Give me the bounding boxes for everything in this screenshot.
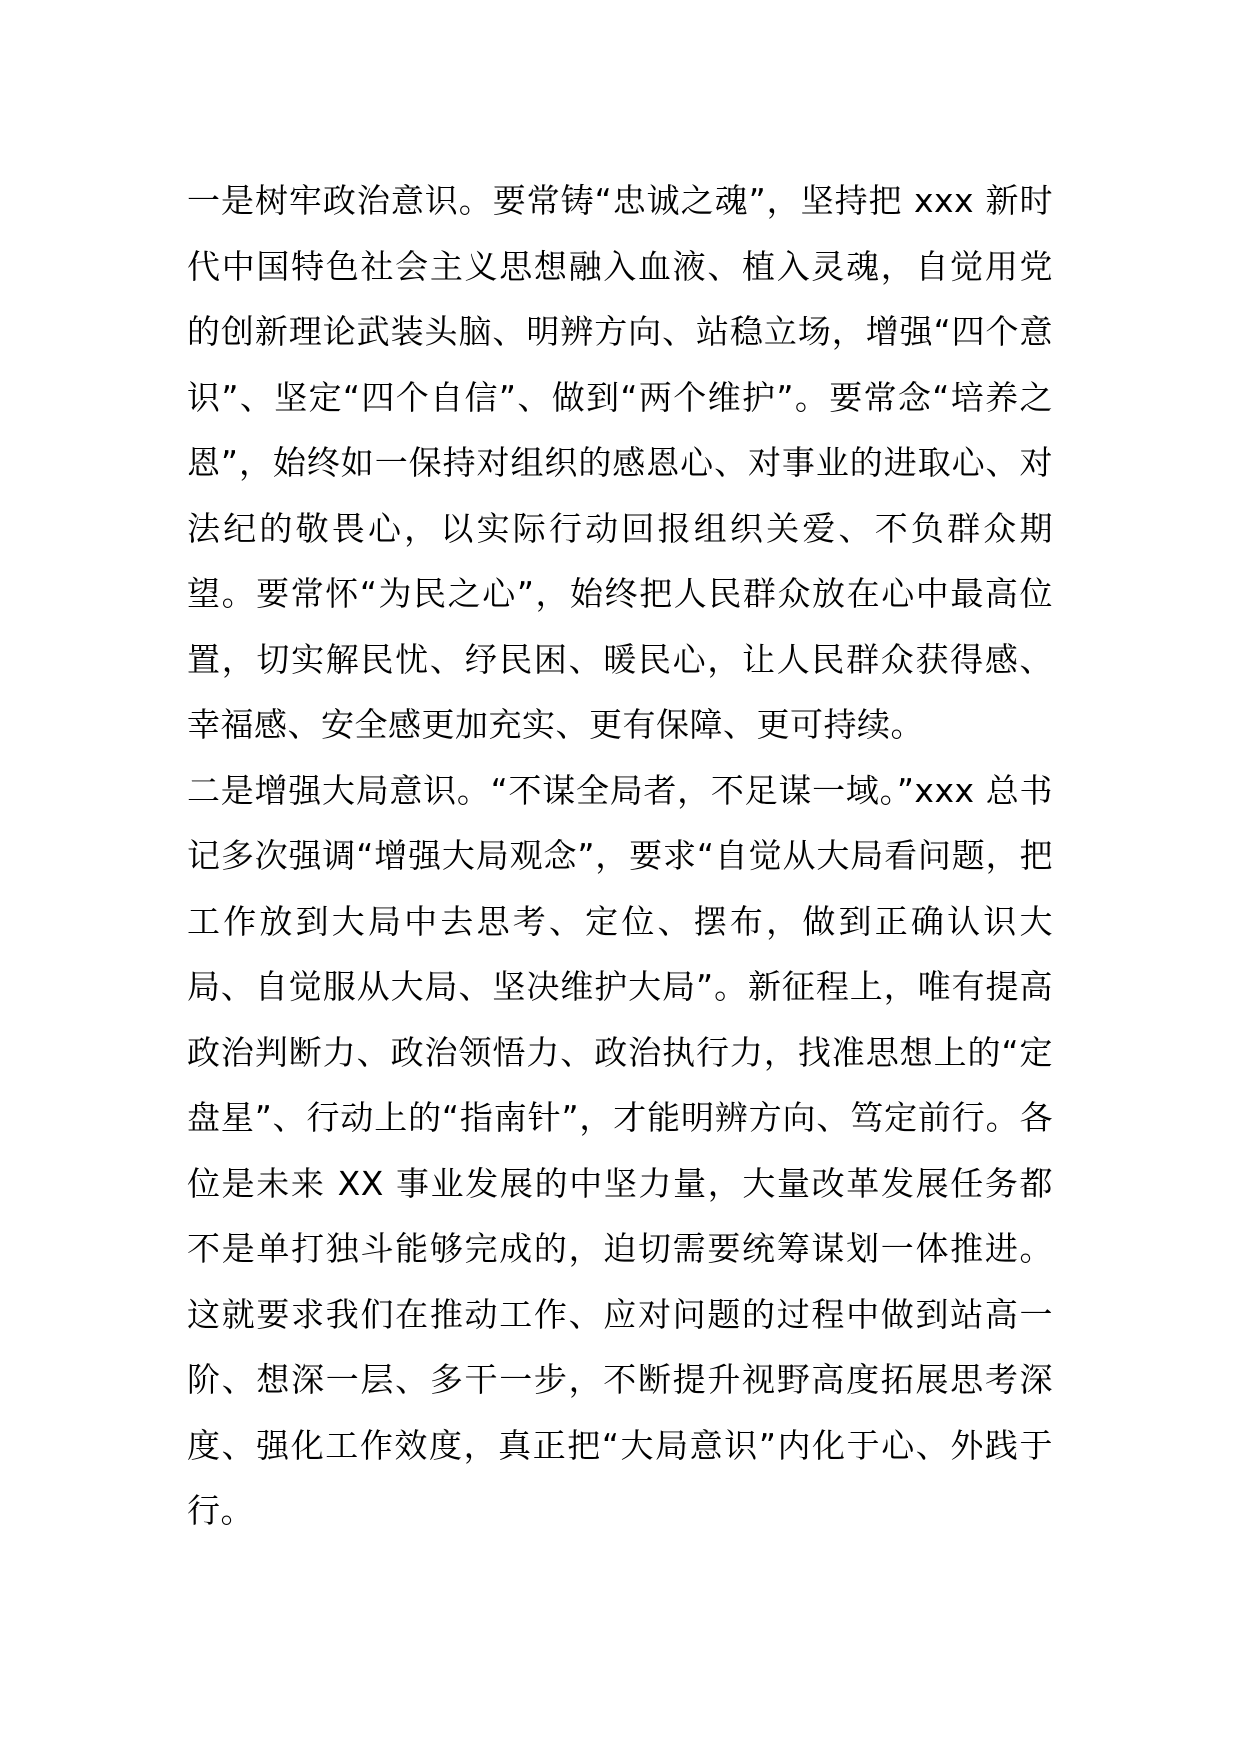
paragraph-political-awareness: 一是树牢政治意识。要常铸“忠诚之魂”，坚持把 xxx 新时代中国特色社会主义思想融入血液、植入灵魂，自觉用党的创新理论武装头脑、明辨方向、站稳立场，增强“四个意识”、坚定“四个自信”、做到“两个维护”。要常念“培养之恩”，始终如一保持对组织的感恩心、对事业的进取心、对法纪的敬畏心，以实际行动回报组织关爱、不负群众期望。要常怀“为民之心”，始终把人民群众放在心中最高位置，切实解民忧、纾民困、暖民心，让人民群众获得感、幸福感、安全感更加充实、更有保障、更可持续。 (187, 181, 1053, 744)
paragraph-overall-situation-awareness: 二是增强大局意识。“不谋全局者，不足谋一域。”xxx 总书记多次强调“增强大局观念”，要求“自觉从大局看问题，把工作放到大局中去思考、定位、摆布，做到正确认识大局、自觉服从大局、坚决维护大局”。新征程上，唯有提高政治判断力、政治领悟力、政治执行力，找准思想上的“定盘星”、行动上的“指南针”，才能明辨方向、笃定前行。各位是未来 XX 事业发展的中坚力量，大量改革发展任务都不是单打独斗能够完成的，迫切需要统筹谋划一体推进。这就要求我们在推动工作、应对问题的过程中做到站高一阶、想深一层、多干一步，不断提升视野高度拓展思考深度、强化工作效度，真正把“大局意识”内化于心、外践于行。 (187, 770, 1053, 1530)
document-body (187, 168, 1053, 1544)
